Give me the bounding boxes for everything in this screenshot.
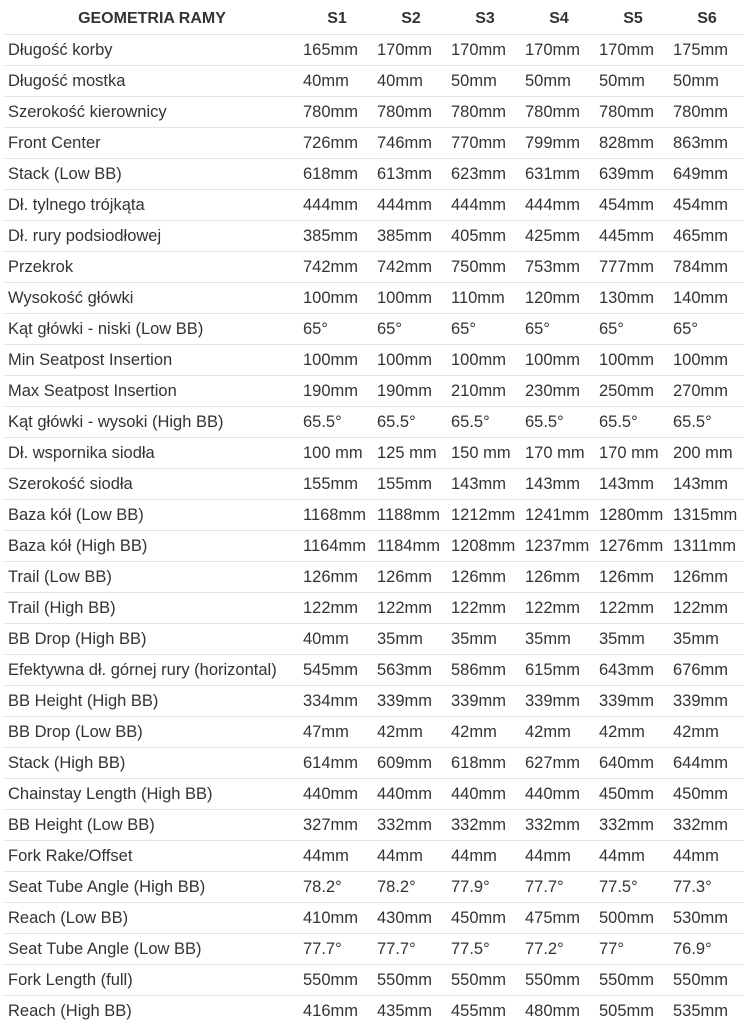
size-value-cell: 444mm [374,190,448,221]
size-value-cell: 550mm [670,965,744,996]
size-value-cell: 613mm [374,159,448,190]
size-value-cell: 44mm [522,841,596,872]
size-value-cell: 42mm [596,717,670,748]
size-value-cell: 450mm [448,903,522,934]
row-label: Chainstay Length (High BB) [4,779,300,810]
size-value-cell: 623mm [448,159,522,190]
table-row [4,965,744,996]
size-header: S5 [596,4,670,35]
size-header: S1 [300,4,374,35]
size-value-cell: 627mm [522,748,596,779]
size-value-cell: 77.7° [374,934,448,965]
size-value-cell: 100mm [374,283,448,314]
size-value-cell: 454mm [670,190,744,221]
size-value-cell: 50mm [596,66,670,97]
size-value-cell: 50mm [670,66,744,97]
size-value-cell: 42mm [670,717,744,748]
row-label: Seat Tube Angle (High BB) [4,872,300,903]
size-value-cell: 190mm [300,376,374,407]
row-label: Długość korby [4,35,300,66]
table-row [4,841,744,872]
size-value-cell: 618mm [448,748,522,779]
row-label: Min Seatpost Insertion [4,345,300,376]
size-header: S2 [374,4,448,35]
size-value-cell: 676mm [670,655,744,686]
size-value-cell: 100mm [300,283,374,314]
size-value-cell: 563mm [374,655,448,686]
size-value-cell: 500mm [596,903,670,934]
size-value-cell: 614mm [300,748,374,779]
size-value-cell: 545mm [300,655,374,686]
size-value-cell: 77.3° [670,872,744,903]
size-value-cell: 143mm [670,469,744,500]
size-value-cell: 444mm [448,190,522,221]
size-value-cell: 125 mm [374,438,448,469]
size-value-cell: 444mm [522,190,596,221]
size-value-cell: 332mm [596,810,670,841]
size-value-cell: 550mm [522,965,596,996]
size-value-cell: 1208mm [448,531,522,562]
size-value-cell: 780mm [522,97,596,128]
size-value-cell: 100mm [448,345,522,376]
size-value-cell: 35mm [448,624,522,655]
size-value-cell: 631mm [522,159,596,190]
row-label: Efektywna dł. górnej rury (horizontal) [4,655,300,686]
size-value-cell: 77.7° [300,934,374,965]
size-value-cell: 170mm [448,35,522,66]
size-value-cell: 50mm [448,66,522,97]
size-value-cell: 77.5° [448,934,522,965]
size-value-cell: 150 mm [448,438,522,469]
table-row [4,438,744,469]
size-value-cell: 40mm [374,66,448,97]
table-row [4,624,744,655]
size-value-cell: 440mm [300,779,374,810]
size-value-cell: 586mm [448,655,522,686]
size-value-cell: 332mm [670,810,744,841]
table-body [4,35,744,1026]
size-value-cell: 742mm [300,252,374,283]
size-value-cell: 77.9° [448,872,522,903]
size-value-cell: 35mm [374,624,448,655]
size-value-cell: 784mm [670,252,744,283]
size-value-cell: 190mm [374,376,448,407]
size-value-cell: 430mm [374,903,448,934]
size-value-cell: 65.5° [448,407,522,438]
size-value-cell: 780mm [448,97,522,128]
size-value-cell: 170 mm [596,438,670,469]
size-value-cell: 455mm [448,996,522,1026]
size-value-cell: 450mm [596,779,670,810]
row-label: Wysokość główki [4,283,300,314]
size-value-cell: 777mm [596,252,670,283]
header-row [4,4,744,35]
size-value-cell: 65° [522,314,596,345]
size-value-cell: 618mm [300,159,374,190]
table-row [4,500,744,531]
size-value-cell: 170mm [522,35,596,66]
size-value-cell: 327mm [300,810,374,841]
size-value-cell: 65° [374,314,448,345]
size-value-cell: 863mm [670,128,744,159]
table-row [4,531,744,562]
size-value-cell: 480mm [522,996,596,1026]
table-row [4,779,744,810]
size-value-cell: 65° [596,314,670,345]
size-value-cell: 165mm [300,35,374,66]
size-value-cell: 799mm [522,128,596,159]
size-value-cell: 120mm [522,283,596,314]
size-value-cell: 143mm [522,469,596,500]
size-value-cell: 143mm [448,469,522,500]
table-row [4,407,744,438]
table-row [4,345,744,376]
table-header [4,4,744,35]
size-value-cell: 250mm [596,376,670,407]
table-row [4,996,744,1026]
size-value-cell: 550mm [300,965,374,996]
size-value-cell: 475mm [522,903,596,934]
size-value-cell: 35mm [522,624,596,655]
size-value-cell: 65° [300,314,374,345]
size-value-cell: 1276mm [596,531,670,562]
row-label: Stack (Low BB) [4,159,300,190]
size-value-cell: 126mm [670,562,744,593]
size-value-cell: 143mm [596,469,670,500]
table-title-header: GEOMETRIA RAMY [4,4,300,35]
size-value-cell: 440mm [374,779,448,810]
size-value-cell: 339mm [448,686,522,717]
size-value-cell: 1164mm [300,531,374,562]
size-value-cell: 65.5° [374,407,448,438]
size-value-cell: 1212mm [448,500,522,531]
size-value-cell: 780mm [596,97,670,128]
row-label: Dł. wspornika siodła [4,438,300,469]
size-value-cell: 77° [596,934,670,965]
size-value-cell: 385mm [374,221,448,252]
table-row [4,748,744,779]
table-row [4,66,744,97]
size-value-cell: 175mm [670,35,744,66]
size-value-cell: 170mm [596,35,670,66]
size-value-cell: 385mm [300,221,374,252]
geometry-table [4,4,744,1026]
size-value-cell: 505mm [596,996,670,1026]
size-value-cell: 649mm [670,159,744,190]
size-value-cell: 339mm [596,686,670,717]
size-value-cell: 440mm [448,779,522,810]
size-value-cell: 1311mm [670,531,744,562]
size-value-cell: 78.2° [374,872,448,903]
size-value-cell: 405mm [448,221,522,252]
size-value-cell: 828mm [596,128,670,159]
size-value-cell: 339mm [522,686,596,717]
size-value-cell: 750mm [448,252,522,283]
size-value-cell: 170mm [374,35,448,66]
row-label: Dł. tylnego trójkąta [4,190,300,221]
table-row [4,128,744,159]
size-value-cell: 780mm [300,97,374,128]
size-value-cell: 1184mm [374,531,448,562]
table-row [4,655,744,686]
size-value-cell: 332mm [374,810,448,841]
size-value-cell: 444mm [300,190,374,221]
size-value-cell: 440mm [522,779,596,810]
table-row [4,717,744,748]
row-label: BB Height (High BB) [4,686,300,717]
row-label: Długość mostka [4,66,300,97]
size-value-cell: 65° [448,314,522,345]
size-value-cell: 753mm [522,252,596,283]
row-label: Szerokość kierownicy [4,97,300,128]
table-row [4,469,744,500]
table-row [4,562,744,593]
size-value-cell: 40mm [300,66,374,97]
size-value-cell: 746mm [374,128,448,159]
size-value-cell: 465mm [670,221,744,252]
size-value-cell: 126mm [300,562,374,593]
size-value-cell: 44mm [670,841,744,872]
size-value-cell: 780mm [374,97,448,128]
table-row [4,810,744,841]
size-value-cell: 550mm [374,965,448,996]
row-label: BB Height (Low BB) [4,810,300,841]
row-label: Front Center [4,128,300,159]
size-value-cell: 122mm [374,593,448,624]
size-value-cell: 78.2° [300,872,374,903]
size-value-cell: 1315mm [670,500,744,531]
size-value-cell: 550mm [596,965,670,996]
row-label: BB Drop (Low BB) [4,717,300,748]
row-label: Szerokość siodła [4,469,300,500]
table-row [4,252,744,283]
size-value-cell: 450mm [670,779,744,810]
size-value-cell: 44mm [374,841,448,872]
table-row [4,376,744,407]
size-value-cell: 47mm [300,717,374,748]
size-value-cell: 77.7° [522,872,596,903]
table-row [4,314,744,345]
row-label: Seat Tube Angle (Low BB) [4,934,300,965]
size-value-cell: 65° [670,314,744,345]
size-value-cell: 535mm [670,996,744,1026]
size-value-cell: 1280mm [596,500,670,531]
row-label: Max Seatpost Insertion [4,376,300,407]
size-header: S4 [522,4,596,35]
size-value-cell: 644mm [670,748,744,779]
size-value-cell: 1237mm [522,531,596,562]
row-label: Trail (High BB) [4,593,300,624]
size-value-cell: 35mm [670,624,744,655]
size-value-cell: 100mm [522,345,596,376]
size-header: S3 [448,4,522,35]
size-value-cell: 77.2° [522,934,596,965]
size-value-cell: 42mm [374,717,448,748]
size-value-cell: 609mm [374,748,448,779]
size-value-cell: 50mm [522,66,596,97]
row-label: Stack (High BB) [4,748,300,779]
size-value-cell: 742mm [374,252,448,283]
row-label: Baza kół (Low BB) [4,500,300,531]
table-row [4,934,744,965]
size-value-cell: 200 mm [670,438,744,469]
size-value-cell: 126mm [374,562,448,593]
size-value-cell: 445mm [596,221,670,252]
size-value-cell: 639mm [596,159,670,190]
size-value-cell: 65.5° [300,407,374,438]
row-label: Dł. rury podsiodłowej [4,221,300,252]
size-value-cell: 416mm [300,996,374,1026]
size-value-cell: 130mm [596,283,670,314]
row-label: Kąt główki - niski (Low BB) [4,314,300,345]
size-value-cell: 435mm [374,996,448,1026]
size-value-cell: 122mm [300,593,374,624]
table-row [4,903,744,934]
size-value-cell: 44mm [300,841,374,872]
row-label: Reach (Low BB) [4,903,300,934]
size-value-cell: 1168mm [300,500,374,531]
table-row [4,159,744,190]
row-label: Reach (High BB) [4,996,300,1026]
row-label: Fork Length (full) [4,965,300,996]
size-value-cell: 332mm [522,810,596,841]
size-value-cell: 230mm [522,376,596,407]
size-value-cell: 615mm [522,655,596,686]
size-value-cell: 42mm [522,717,596,748]
table-row [4,283,744,314]
size-value-cell: 126mm [596,562,670,593]
size-value-cell: 334mm [300,686,374,717]
size-value-cell: 410mm [300,903,374,934]
size-value-cell: 35mm [596,624,670,655]
size-value-cell: 122mm [596,593,670,624]
row-label: Baza kół (High BB) [4,531,300,562]
size-value-cell: 339mm [670,686,744,717]
size-value-cell: 454mm [596,190,670,221]
size-value-cell: 332mm [448,810,522,841]
size-value-cell: 126mm [448,562,522,593]
size-value-cell: 643mm [596,655,670,686]
size-value-cell: 170 mm [522,438,596,469]
size-value-cell: 65.5° [670,407,744,438]
size-value-cell: 425mm [522,221,596,252]
row-label: BB Drop (High BB) [4,624,300,655]
size-value-cell: 100mm [374,345,448,376]
row-label: Trail (Low BB) [4,562,300,593]
size-value-cell: 65.5° [522,407,596,438]
size-value-cell: 140mm [670,283,744,314]
size-value-cell: 155mm [300,469,374,500]
size-value-cell: 100mm [300,345,374,376]
size-value-cell: 44mm [596,841,670,872]
table-row [4,221,744,252]
size-value-cell: 44mm [448,841,522,872]
size-value-cell: 77.5° [596,872,670,903]
size-value-cell: 100 mm [300,438,374,469]
size-value-cell: 40mm [300,624,374,655]
size-value-cell: 550mm [448,965,522,996]
size-value-cell: 100mm [596,345,670,376]
size-value-cell: 122mm [448,593,522,624]
row-label: Kąt główki - wysoki (High BB) [4,407,300,438]
size-value-cell: 770mm [448,128,522,159]
size-value-cell: 1241mm [522,500,596,531]
size-value-cell: 210mm [448,376,522,407]
table-row [4,35,744,66]
size-value-cell: 1188mm [374,500,448,531]
size-value-cell: 726mm [300,128,374,159]
size-value-cell: 42mm [448,717,522,748]
size-value-cell: 640mm [596,748,670,779]
size-value-cell: 122mm [670,593,744,624]
table-row [4,593,744,624]
size-value-cell: 65.5° [596,407,670,438]
table-row [4,97,744,128]
row-label: Przekrok [4,252,300,283]
size-value-cell: 339mm [374,686,448,717]
size-value-cell: 126mm [522,562,596,593]
size-value-cell: 270mm [670,376,744,407]
size-value-cell: 122mm [522,593,596,624]
size-value-cell: 76.9° [670,934,744,965]
size-header: S6 [670,4,744,35]
size-value-cell: 155mm [374,469,448,500]
size-value-cell: 110mm [448,283,522,314]
size-value-cell: 780mm [670,97,744,128]
size-value-cell: 100mm [670,345,744,376]
table-row [4,190,744,221]
table-row [4,686,744,717]
size-value-cell: 530mm [670,903,744,934]
row-label: Fork Rake/Offset [4,841,300,872]
table-row [4,872,744,903]
